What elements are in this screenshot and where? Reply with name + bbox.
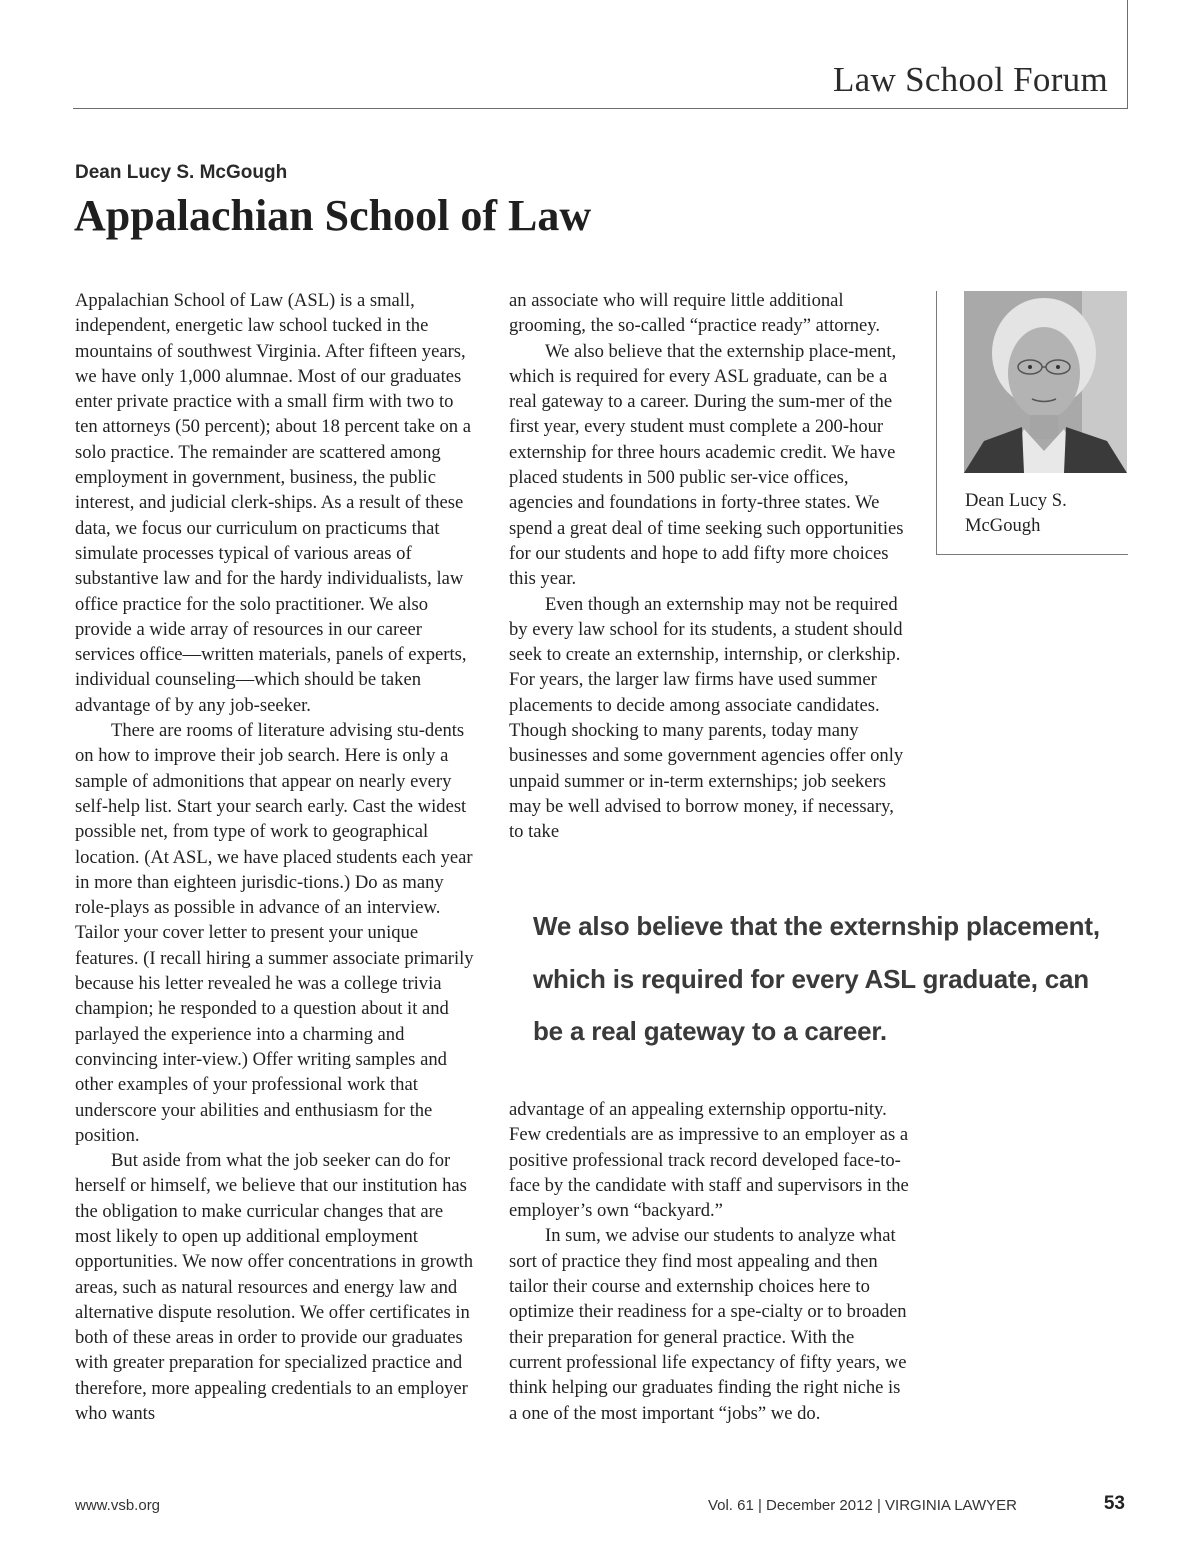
author-photo (964, 291, 1127, 473)
header-vertical-rule (1127, 0, 1128, 109)
section-title: Law School Forum (832, 60, 1108, 99)
header-rule (73, 108, 1127, 109)
paragraph: There are rooms of literature advising stu-dents on how to improve their job search. Here is only a sample of admonitions that appear on nearly every self-help list. Start your search early. Cast the widest possible net, from type of work to geographical location. (At ASL, we have placed students each year in more than eighteen jurisdic-tions.) Do as many role-plays as possible in advance of an interview. Tailor your cover letter to present your unique features. (I recall hiring a summer associate primarily because his letter revealed he was a college trivia champion; he responded to a question about it and parlayed the experience into a charming and convincing inter-view.) Offer writing samples and other examples of your professional work that underscore your abilities and enthusiasm for the position. (75, 720, 474, 1146)
portrait-illustration (964, 291, 1127, 473)
footer-issue-info: Vol. 61 | December 2012 | VIRGINIA LAWYER (707, 1497, 1017, 1514)
paragraph: an associate who will require little additional grooming, the so-called “practice ready” attorney. (509, 290, 881, 337)
pull-quote: We also believe that the externship placement, which is required for every ASL graduate, can be a real gateway to a career. (533, 911, 1100, 1046)
paragraph: Even though an externship may not be required by every law school for its students, a student should seek to create an externship, internship, or clerkship. For years, the larger law firms have used summer placements to decide among associate candidates. Though shocking to many parents, today many businesses and some government agencies offer only unpaid summer or in-term externships; job seekers may be well advised to borrow money, if necessary, to take (509, 593, 904, 843)
body-column-right-bottom (509, 1097, 909, 1426)
body-column-right-top (509, 288, 909, 845)
paragraph: advantage of an appealing externship opportu-nity. Few credentials are as impressive to an employer as a positive professional track record developed face-to-face by the candidate with staff and supervisors in the employer’s own “backyard.” (509, 1099, 909, 1222)
paragraph: Appalachian School of Law (ASL) is a small, independent, energetic law school tucked in the mountains of southwest Virginia. After fifteen years, we have only 1,000 alumnae. Most of our graduates enter private practice with a small firm with two to ten attorneys (50 percent); about 18 percent take on a solo practice. The remainder are scattered among employment in government, business, the public interest, and judicial clerk-ships. As a result of these data, we focus our curriculum on practicums that simulate processes typical of various areas of substantive law and for the hardy individualists, law office practice for the solo practitioner. We also provide a wide array of resources in our career services office—written materials, panels of experts, individual counseling—which should be taken advantage of by any job-seeker. (75, 290, 471, 716)
photo-caption: Dean Lucy S. McGough (965, 490, 1067, 536)
byline: Dean Lucy S. McGough (75, 162, 288, 183)
paragraph: In sum, we advise our students to analyze what sort of practice they find most appealing and then tailor their course and externship choices here to optimize their readiness for a spe-cialty or to broaden their preparation for general practice. With the current professional life expectancy of fifty years, we think helping our graduates finding the right niche is a one of the most important “jobs” we do. (509, 1225, 907, 1424)
paragraph: But aside from what the job seeker can do for herself or himself, we believe that our institution has the obligation to make curricular changes that are most likely to open up additional employment opportunities. We now offer concentrations in growth areas, such as natural resources and energy law and alternative dispute resolution. We offer certificates in both of these areas in order to provide our graduates with greater preparation for specialized practice and therefore, more appealing credentials to an employer who wants (75, 1150, 474, 1425)
page-number: 53 (1103, 1493, 1125, 1514)
article-title: Appalachian School of Law (74, 191, 592, 240)
footer-url[interactable]: www.vsb.org (75, 1497, 161, 1514)
body-column-left (75, 288, 475, 1426)
paragraph: We also believe that the externship place-ment, which is required for every ASL graduate, can be a real gateway to a career. During the sum-mer of the first year, every student must complete a 200-hour externship for three hours academic credit. We have placed students in 500 public ser-vice offices, agencies and foundations in forty-three states. We spend a great deal of time seeking such opportunities for our students and hope to add fifty more choices this year. (509, 340, 904, 590)
